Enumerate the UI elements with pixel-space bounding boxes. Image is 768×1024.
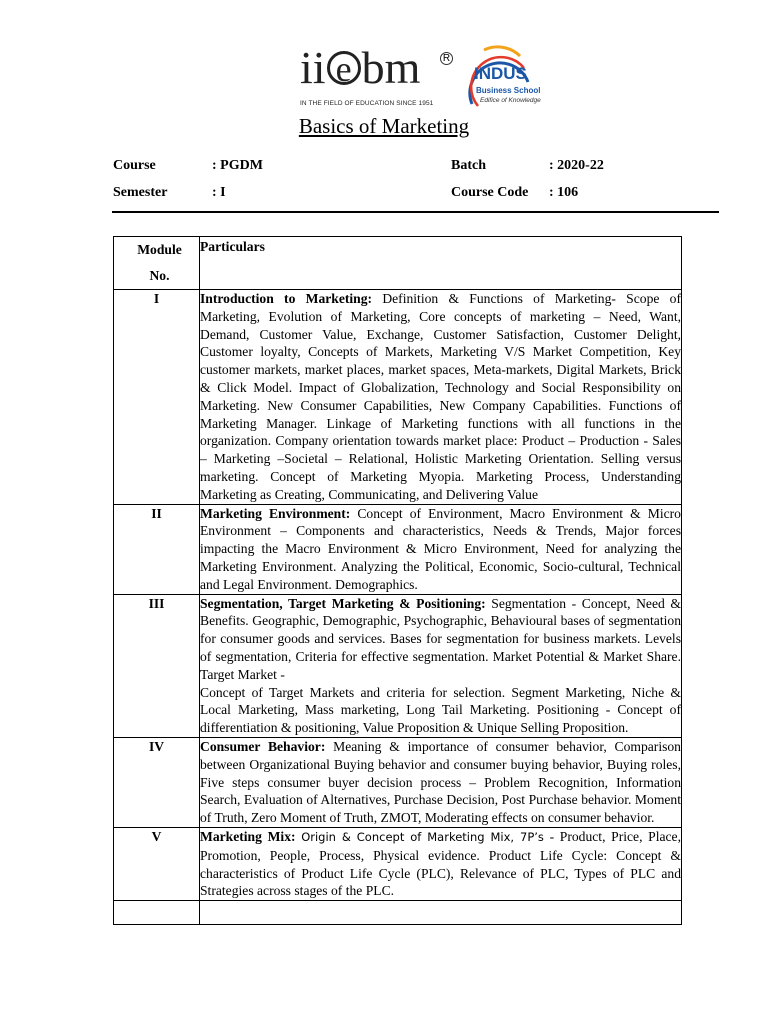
module-text-sans: Origin & Concept of Marketing Mix, 7P’s [301, 829, 544, 844]
header-module-cell [114, 237, 200, 290]
table-row-empty [114, 901, 682, 925]
module-text-continued: Concept of Target Markets and criteria for selection. Segment Marketing, Niche & Local Marketing, Mass marketing, Long Tail Marketing. Positioning - Concept of differentiation & positioning, Value Proposition & Unique Selling Proposition. [200, 684, 681, 736]
module-text: - Product, Price, Place, Promotion, People, Process, Physical evidence. Product Life Cycle: Concept & characteristics of Product Life Cycle (PLC), Relevance of PLC, Types of PLC and Strategies across stages of the PLC. [200, 828, 681, 899]
module-text: Segmentation - Concept, Need & Benefits. Geographic, Demographic, Psychographic, Behavioural bases of segmentation for consumer goods and services. Bases for segmentation for business markets. Levels of segmentation, Criteria for effective segmentation. Market Potential & Market Share. Target Market - [200, 595, 681, 682]
module-topic: Marketing Mix: [200, 828, 296, 844]
module-topic: Marketing Environment: [200, 505, 351, 521]
module-text: Definition & Functions of Marketing- Scope of Marketing, Evolution of Marketing, Core concepts of marketing – Need, Want, Demand, Customer Value, Exchange, Customer Satisfaction, Customer Delight, Customer loyalty, Concepts of Markets, Marketing V/S Market Competition, Key customer markets, market places, market spaces, Meta-markets, Digital Markets, Brick & Click Model. Impact of Globalization, Technology and Social Responsibility on Marketing. New Consumer Capabilities, New Company Capabilities. Functions of Marketing Manager. Linkage of Marketing functions with all functions in the organization. Company orientation towards market place: Product – Production - Sales – Marketing –Societal – Relational, Holistic Marketing Orientation. Selling versus marketing. Concept of Marketing Myopia. Marketing Process, Understanding Marketing as Creating, Communicating, and Delivering Value [200, 291, 681, 502]
registered-icon: R [440, 52, 453, 65]
indus-logo-name: INDUS [474, 64, 527, 83]
page-title: Basics of Marketing [298, 114, 470, 138]
module-topic: Consumer Behavior: [200, 738, 326, 754]
course-label: Course [113, 158, 156, 173]
syllabus-table [113, 236, 682, 925]
module-number: IV [114, 737, 200, 827]
module-number: V [114, 827, 200, 900]
course-code-label: Course Code [451, 185, 529, 200]
semester-label: Semester [113, 185, 168, 200]
module-topic: Introduction to Marketing: [200, 291, 373, 306]
module-number: III [114, 594, 200, 737]
course-code-value: : 106 [549, 185, 579, 200]
table-row [114, 594, 682, 737]
header-particulars-cell: Particulars [200, 237, 682, 290]
module-content [200, 290, 682, 505]
module-topic: Segmentation, Target Marketing & Positioning: [200, 595, 486, 611]
table-header-row [114, 237, 682, 290]
header-logos [0, 40, 768, 112]
module-content [200, 827, 682, 900]
empty-particulars-cell [200, 901, 682, 925]
course-value: : PGDM [212, 158, 263, 173]
module-text: Meaning & importance of consumer behavior, Comparison between Organizational Buying behavior and consumer buying behavior, Buying roles, Five steps consumer buyer decision process – Problem Recognition, Information Search, Evaluation of Alternatives, Purchase Decision, Post Purchase behavior. Moment of Truth, Zero Moment of Truth, ZMOT, Moderating effects on consumer behavior. [200, 738, 681, 826]
module-number: I [114, 290, 200, 505]
module-content [200, 737, 682, 827]
iiebm-tagline: IN THE FIELD OF EDUCATION SINCE 1951 [300, 100, 434, 107]
semester-value: : I [212, 185, 226, 200]
indus-logo-motto: Edifice of Knowledge [480, 97, 541, 104]
indus-logo-sub: Business School [476, 86, 541, 95]
header-divider [112, 211, 719, 213]
module-content [200, 504, 682, 594]
header-module-line1: Module [137, 242, 182, 257]
module-text: Concept of Environment, Macro Environment & Micro Environment – Components and characteristics, Needs & Trends, Major forces impacting the Macro Environment & Micro Environment, Need for analyzing the Marketing Environment. Analyzing the Political, Economic, Socio-cultural, Technical and Legal Environment. Demographics. [200, 505, 681, 592]
iiebm-logo: ii e bm [300, 42, 421, 93]
table-row [114, 290, 682, 505]
header-module-line2: No. [149, 268, 170, 283]
batch-label: Batch [451, 158, 486, 173]
table-row [114, 737, 682, 827]
table-row [114, 827, 682, 900]
module-number: II [114, 504, 200, 594]
batch-value: : 2020-22 [549, 158, 604, 173]
module-content [200, 594, 682, 737]
table-row [114, 504, 682, 594]
empty-module-cell [114, 901, 200, 925]
